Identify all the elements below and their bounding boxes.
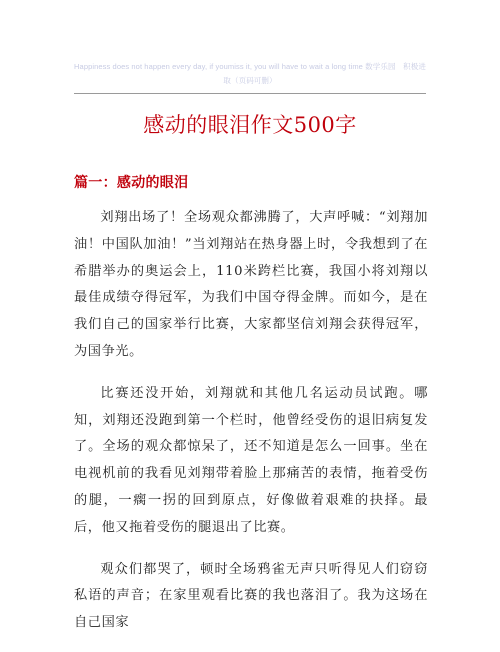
- section-heading: 篇一：感动的眼泪: [74, 175, 189, 191]
- paragraph-3: 观众们都哭了，顿时全场鸦雀无声只听得见人们窃窃私语的声音；在家里观看比赛的我也落泪了。我为这场在自己国家: [74, 561, 428, 631]
- article-body: [74, 205, 428, 652]
- header-note: Happiness does not happen every day, if youmiss it, you will have to wait a long time 数学乐园 积极进取（页码可删）: [74, 62, 426, 85]
- paragraph-2: 比赛还没开始，刘翔就和其他几名运动员试跑。哪知，刘翔还没跑到第一个栏时，他曾经受伤的退旧病复发了。全场的观众都惊呆了，还不知道是怎么一回事。坐在电视机前的我看见刘翔带着脸上那痛苦的表情，拖着受伤的腿，一瘸一拐的回到原点，好像做着艰难的抉择。最后，他又拖着受伤的腿退出了比赛。: [74, 385, 428, 535]
- document-title: 感动的眼泪作文500字: [143, 113, 357, 137]
- header-divider: [74, 93, 426, 94]
- paragraph-1: 刘翔出场了！全场观众都沸腾了，大声呼喊：“刘翔加油！中国队加油！”当刘翔站在热身器上时，令我想到了在希腊举办的奥运会上，110米跨栏比赛，我国小将刘翔以最佳成绩夺得冠军，为我们中国夺得金牌。而如今，是在我们自己的国家举行比赛，大家都坚信刘翔会获得冠军，为国争光。: [74, 210, 428, 359]
